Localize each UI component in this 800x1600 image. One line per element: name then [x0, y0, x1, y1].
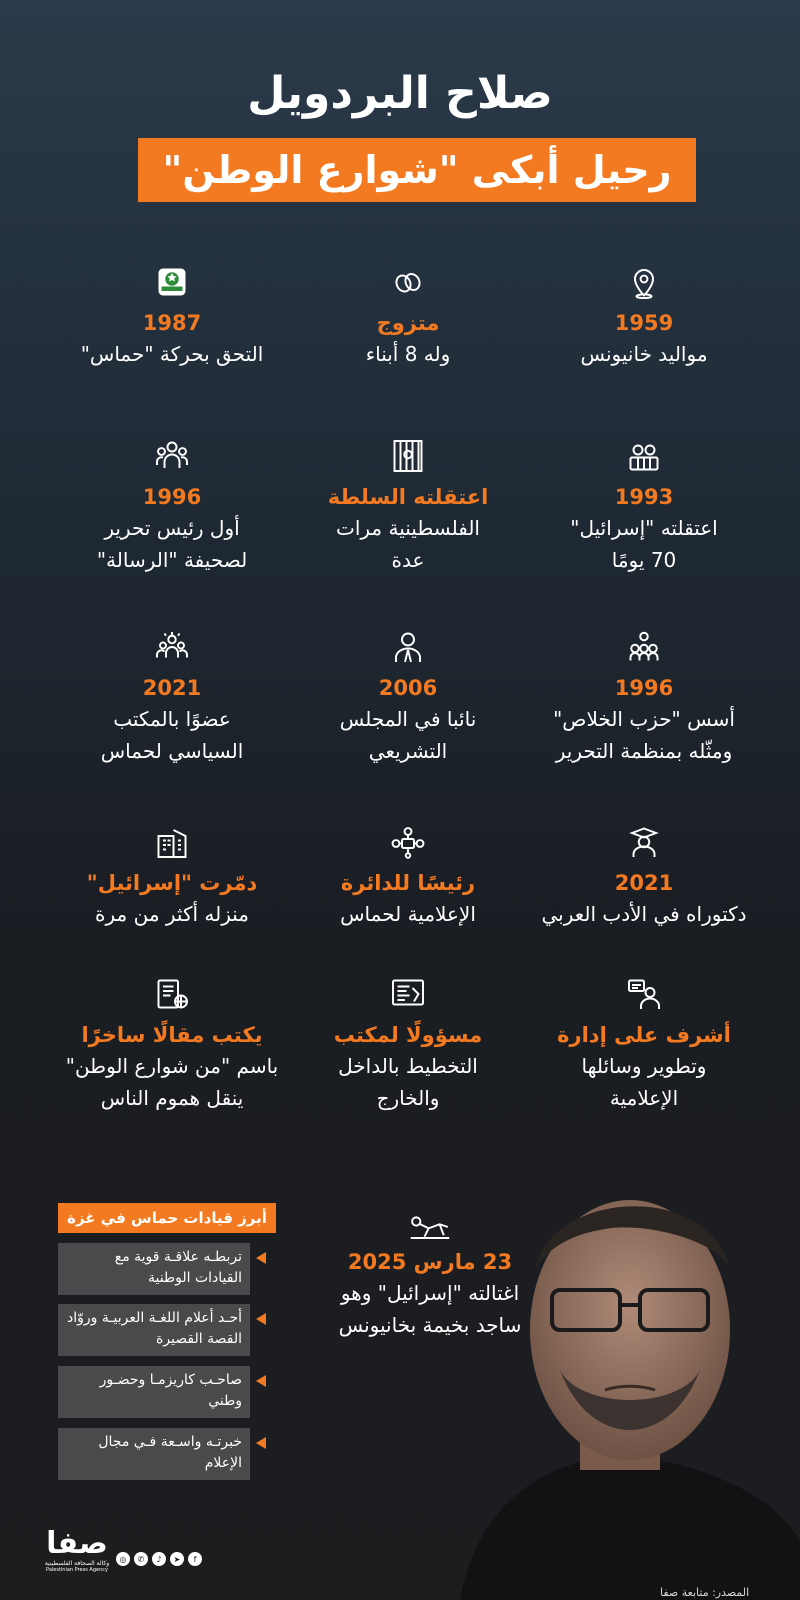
fact-line: مواليد خانيونس: [580, 342, 708, 366]
fact-party: [514, 627, 774, 767]
fact-home-destroyed: [42, 822, 302, 930]
fact-line: التخطيط بالداخل: [338, 1054, 478, 1078]
fact-head: 1996: [142, 485, 202, 509]
fact-line: السياسي لحماس: [100, 739, 244, 763]
fact-editor: [42, 436, 302, 576]
subtitle-text: رحيل أبكى "شوارع الوطن": [162, 148, 672, 192]
fact-line: نائبا في المجلس: [339, 707, 477, 731]
panel-item: خبرتـه واسـعة فـي مجال الإعلام: [58, 1428, 250, 1480]
fact-line: عدة: [391, 548, 425, 572]
arrow-left-icon: [256, 1252, 266, 1264]
whatsapp-icon[interactable]: ✆: [134, 1552, 148, 1566]
fact-line: وله 8 أبناء: [365, 342, 451, 366]
logo-english-name: Palestinian Press Agency: [46, 1567, 108, 1573]
fact-joined-hamas: [42, 262, 302, 370]
fact-line: منزله أكثر من مرة: [95, 902, 249, 926]
fact-line: ومثّله بمنظمة التحرير: [555, 739, 733, 763]
source-credit: المصدر: متابعة صفا: [660, 1586, 750, 1599]
fact-head: 1959: [614, 311, 674, 335]
media-manager-icon: [624, 974, 664, 1014]
fact-line: التحق بحركة "حماس": [80, 342, 264, 366]
fact-head: رئيسًا للدائرة: [340, 871, 476, 895]
fact-writes-articles: [42, 974, 302, 1114]
fact-head: اعتقلته السلطة: [327, 485, 489, 509]
fact-arrest-israel: [514, 436, 774, 576]
logo-mark: صفا: [46, 1526, 108, 1561]
fact-line: 70 يومًا: [611, 548, 677, 572]
fact-head: دمّرت "إسرائيل": [86, 871, 258, 895]
arrow-left-icon: [256, 1437, 266, 1449]
hamas-emblem-icon: [152, 262, 192, 302]
fact-line: لصحيفة "الرسالة": [96, 548, 248, 572]
fact-line: التشريعي: [368, 739, 448, 763]
page-title: صلاح البردويل: [247, 68, 553, 119]
fact-birth: [514, 262, 774, 370]
panel-title: أبرز قيادات حماس في غزة: [58, 1203, 276, 1233]
fact-head: يكتب مقالًا ساخرًا: [81, 1023, 263, 1047]
suited-man-icon: [388, 627, 428, 667]
fact-planning-office: [278, 974, 538, 1114]
fact-line: الإعلامية: [609, 1086, 679, 1110]
arrow-left-icon: [256, 1375, 266, 1387]
destroyed-building-icon: [152, 822, 192, 862]
article-writing-icon: [152, 974, 192, 1014]
fact-head: 2021: [142, 676, 202, 700]
fact-doctorate: [514, 822, 774, 930]
fact-line: أول رئيس تحرير: [104, 516, 240, 540]
planning-board-icon: [388, 974, 428, 1014]
graduate-icon: [624, 822, 664, 862]
fact-politburo: [42, 627, 302, 767]
fact-line: الإعلامية لحماس: [340, 902, 476, 926]
panel-item: أحـد أعلام اللغـة العربيـة وروّاد القصة القصيرة: [58, 1304, 250, 1356]
fact-line: ينقل هموم الناس: [100, 1086, 244, 1110]
fact-head: 1993: [614, 485, 674, 509]
fact-head: 2021: [614, 871, 674, 895]
location-pin-icon: [624, 262, 664, 302]
group-leader-icon: [152, 436, 192, 476]
instagram-icon[interactable]: ◎: [116, 1552, 130, 1566]
fact-line: اغتالته "إسرائيل" وهو: [340, 1281, 520, 1305]
fact-married: [278, 262, 538, 370]
fact-head: 2006: [378, 676, 438, 700]
wedding-rings-icon: [388, 262, 428, 302]
fact-head: 1996: [614, 676, 674, 700]
social-links: [116, 1552, 202, 1566]
team-hierarchy-icon: [624, 627, 664, 667]
media-network-icon: [388, 822, 428, 862]
fact-head: أشرف على إدارة: [557, 1023, 731, 1047]
panel-item: صاحـب كاريزمـا وحضـور وطني: [58, 1366, 250, 1418]
fact-head: متزوج: [376, 311, 440, 335]
facebook-icon[interactable]: f: [188, 1552, 202, 1566]
fact-line: وتطوير وسائلها: [581, 1054, 707, 1078]
fact-media-management: [514, 974, 774, 1114]
fact-line: ساجد بخيمة بخانيونس: [338, 1313, 522, 1337]
subtitle-banner: [138, 138, 696, 202]
prison-bars-icon: [388, 436, 428, 476]
fact-head: 23 مارس 2025: [347, 1250, 513, 1274]
fact-head: 1987: [142, 311, 202, 335]
arrow-left-icon: [256, 1313, 266, 1325]
fact-legislative: [278, 627, 538, 767]
fact-line: اعتقلته "إسرائيل": [570, 516, 718, 540]
fact-head: مسؤولًا لمكتب: [333, 1023, 483, 1047]
telegram-icon[interactable]: ➤: [170, 1552, 184, 1566]
tiktok-icon[interactable]: ♪: [152, 1552, 166, 1566]
panel-item: تربطـه علاقـة قوية مع القيادات الوطنية: [58, 1243, 250, 1295]
council-group-icon: [152, 627, 192, 667]
fact-line: والخارج: [376, 1086, 440, 1110]
assassination-icon: [408, 1213, 452, 1243]
fact-assassination: [300, 1213, 560, 1341]
fact-line: عضوًا بالمكتب: [113, 707, 231, 731]
fact-line: باسم "من شوارع الوطن": [65, 1054, 279, 1078]
prisoners-icon: [624, 436, 664, 476]
fact-arrest-authority: [278, 436, 538, 576]
safa-logo: [42, 1528, 112, 1588]
fact-line: دكتوراه في الأدب العربي: [541, 902, 747, 926]
fact-media-head: [278, 822, 538, 930]
fact-line: أسس "حزب الخلاص": [553, 707, 735, 731]
fact-line: الفلسطينية مرات: [336, 516, 480, 540]
logo-arabic-name: وكالة الصحافة الفلسطينية: [44, 1560, 110, 1567]
